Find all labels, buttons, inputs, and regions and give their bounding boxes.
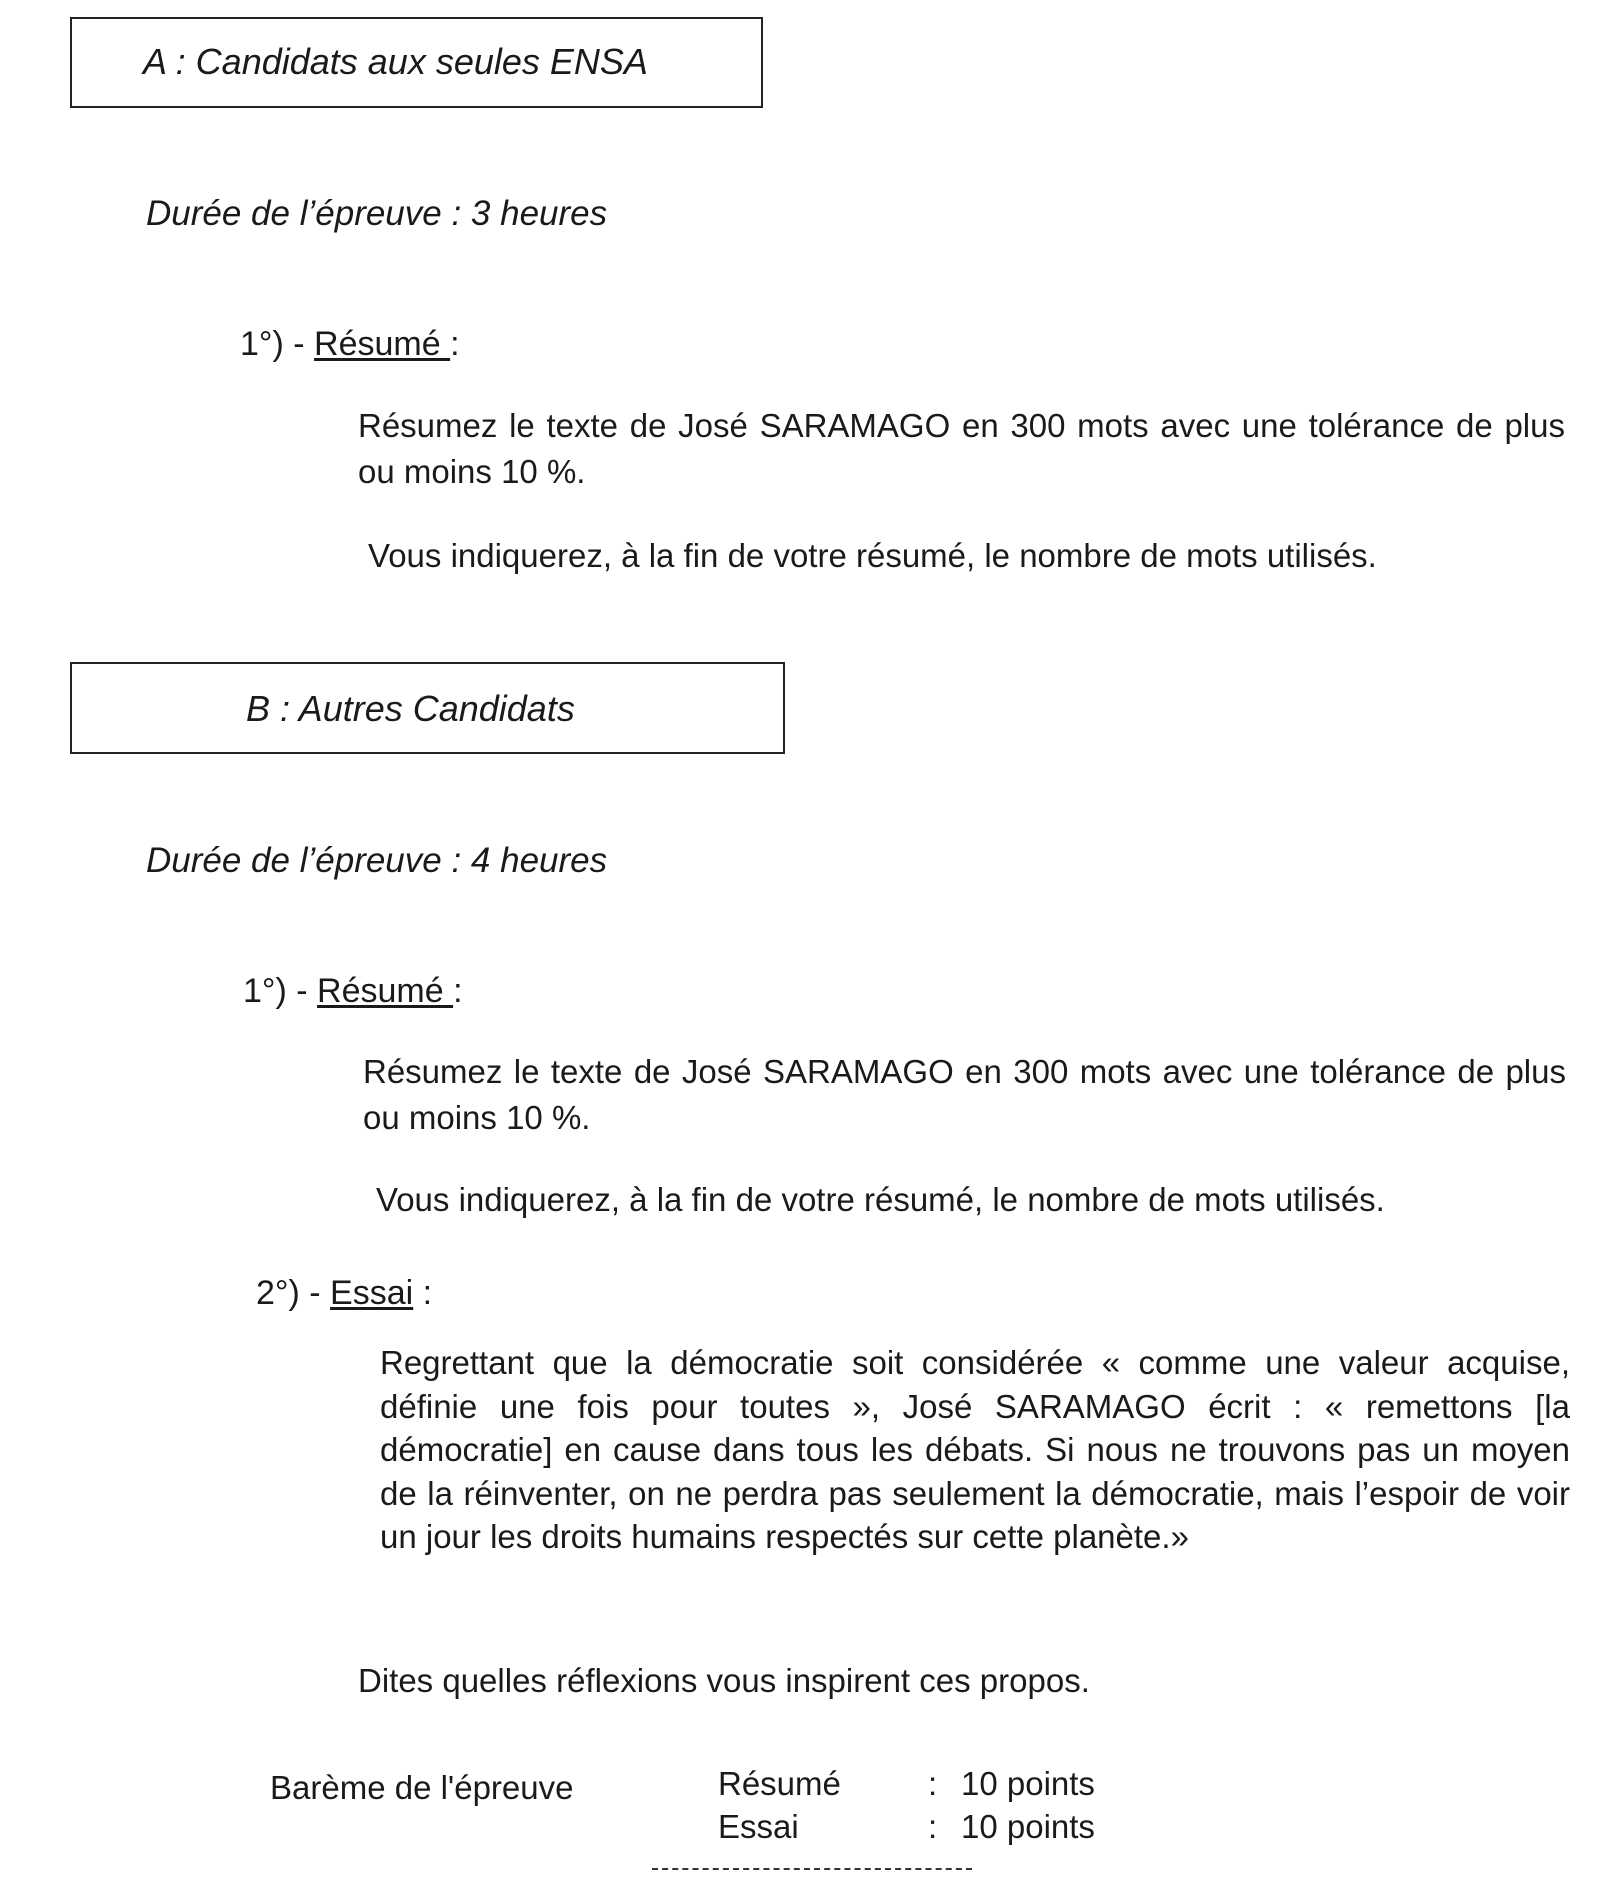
section-a-item1-instruction: Résumez le texte de José SARAMAGO en 300 mots avec une tolérance de plus ou moins 10 %. <box>358 407 1565 490</box>
section-a-title: A : Candidats aux seules ENSA <box>143 41 648 82</box>
item-number: 1°) - <box>240 325 315 363</box>
item-number: 1°) - <box>243 972 318 1010</box>
section-a-item1-label <box>240 325 460 364</box>
bareme-row-sep: : <box>928 1808 938 1845</box>
section-b-item1-instruction: Résumez le texte de José SARAMAGO en 300 mots avec une tolérance de plus ou moins 10 %. <box>363 1053 1566 1136</box>
bareme-divider <box>652 1868 972 1870</box>
section-b-title: B : Autres Candidats <box>246 688 575 729</box>
bareme-row-name: Résumé <box>718 1765 841 1802</box>
section-b-duration: Durée de l’épreuve : 4 heures <box>146 841 608 880</box>
section-a-item1-note: Vous indiquerez, à la fin de votre résumé, le nombre de mots utilisés. <box>368 537 1377 574</box>
section-b-item2-quote: Regrettant que la démocratie soit considérée « comme une valeur acquise, définie une fois pour toutes », José SARAMAGO écrit : « remettons [la démocratie] en cause dans tous les débats. Si nous ne trouvons pas un moyen de la réinventer, on ne perdra pas seulement la démocratie, mais l’espoir de voir un jour les droits humains respectés sur cette planète.» <box>380 1344 1570 1555</box>
item-suffix: : <box>453 972 463 1010</box>
section-a-duration: Durée de l’épreuve : 3 heures <box>146 194 608 233</box>
bareme-label: Barème de l'épreuve <box>270 1769 574 1806</box>
section-b-item1-note: Vous indiquerez, à la fin de votre résumé, le nombre de mots utilisés. <box>376 1181 1385 1218</box>
bareme-row-points: 10 points <box>961 1808 1095 1845</box>
section-b-item2-question: Dites quelles réflexions vous inspirent ces propos. <box>358 1662 1090 1699</box>
section-b-item2-label <box>256 1274 432 1313</box>
item-title: Résumé <box>314 325 451 363</box>
bareme-row-points: 10 points <box>961 1765 1095 1802</box>
item-suffix: : <box>450 325 460 363</box>
item-title: Essai <box>330 1274 414 1312</box>
item-number: 2°) - <box>256 1274 331 1312</box>
item-title: Résumé <box>317 972 454 1010</box>
bareme-row-name: Essai <box>718 1808 799 1845</box>
section-b-item1-label <box>243 972 463 1011</box>
bareme-row-sep: : <box>928 1765 938 1802</box>
item-suffix: : <box>413 1274 433 1312</box>
